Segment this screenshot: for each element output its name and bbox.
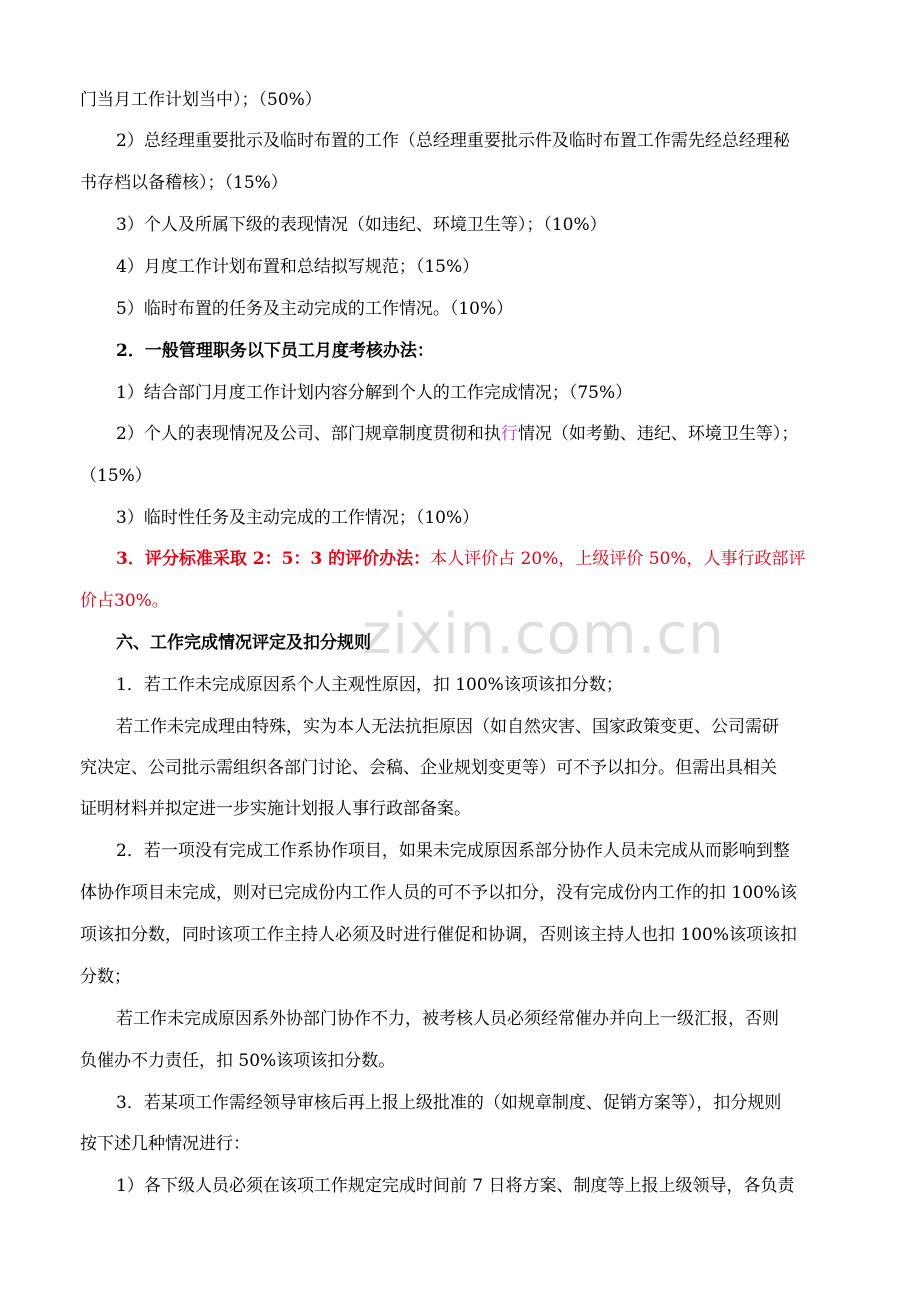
text-line: 2）总经理重要批示及临时布置的工作（总经理重要批示件及临时布置工作需先经总经理秘 bbox=[116, 131, 790, 151]
text-line: 门当月工作计划当中）；（50%） bbox=[80, 90, 322, 110]
text-line: 书存档以备稽核）；（15%） bbox=[80, 173, 288, 193]
text-line: 1）结合部门月度工作计划内容分解到个人的工作完成情况；（75%） bbox=[116, 383, 633, 403]
text-line: 项该扣分数，同时该项工作主持人必须及时进行催促和协调，否则该主持人也扣 100%该项该扣 bbox=[80, 925, 798, 945]
watermark: zixin.com.cn bbox=[362, 602, 725, 667]
text-line: 证明材料并拟定进一步实施计划报人事行政部备案。 bbox=[80, 799, 471, 819]
text-line: 究决定、公司批示需组织各部门讨论、会稿、企业规划变更等）可不予以扣分。但需出具相关 bbox=[80, 758, 777, 778]
text-line: 2．若一项没有完成工作系协作项目，如果未完成原因系部分协作人员未完成从而影响到整 bbox=[116, 841, 790, 861]
section-heading: 2．一般管理职务以下员工月度考核办法： bbox=[116, 341, 434, 361]
text-line: 体协作项目未完成，则对已完成份内工作人员的可不予以扣分，没有完成份内工作的扣 100%该 bbox=[80, 883, 798, 903]
text-line: 分数； bbox=[80, 967, 131, 987]
text-line: 3．若某项工作需经领导审核后再上报上级批准的（如规章制度、促销方案等），扣分规则 bbox=[116, 1093, 782, 1113]
text-line bbox=[116, 414, 920, 454]
rating-standard-heading: 3．评分标准采取 2：5：3 的评价办法： bbox=[116, 549, 431, 569]
section-heading: 六、工作完成情况评定及扣分规则 bbox=[116, 633, 371, 653]
text-line: 1）各下级人员必须在该项工作规定完成时间前 7 日将方案、制度等上报上级领导，各负责 bbox=[116, 1176, 795, 1196]
highlighted-character: 行 bbox=[500, 424, 518, 444]
rating-standard-line bbox=[116, 539, 920, 579]
text-line: 3）临时性任务及主动完成的工作情况；（10%） bbox=[116, 508, 480, 528]
text-segment: 情况（如考勤、违纪、环境卫生等）； bbox=[517, 424, 799, 444]
rating-standard-text: 本人评价占 20%，上级评价 50%，人事行政部评 bbox=[430, 549, 806, 569]
text-line: 4）月度工作计划布置和总结拟写规范；（15%） bbox=[116, 257, 480, 277]
text-line: 1．若工作未完成原因系个人主观性原因，扣 100%该项该扣分数； bbox=[116, 675, 623, 695]
text-line: 价占30%。 bbox=[80, 591, 169, 611]
text-line: 按下述几种情况进行： bbox=[80, 1134, 250, 1154]
text-line: 若工作未完成理由特殊，实为本人无法抗拒原因（如自然灾害、国家政策变更、公司需研 bbox=[116, 717, 779, 737]
text-line: 3）个人及所属下级的表现情况（如违纪、环境卫生等）；（10%） bbox=[116, 215, 607, 235]
text-line: 负催办不力责任，扣 50%该项该扣分数。 bbox=[80, 1051, 396, 1071]
text-segment: 2）个人的表现情况及公司、部门规章制度贯彻和执 bbox=[116, 424, 501, 444]
text-line: （15%） bbox=[80, 466, 152, 486]
text-line: 5）临时布置的任务及主动完成的工作情况。（10%） bbox=[116, 299, 514, 319]
text-line: 若工作未完成原因系外协部门协作不力，被考核人员必须经常催办并向上一级汇报，否则 bbox=[116, 1009, 779, 1029]
